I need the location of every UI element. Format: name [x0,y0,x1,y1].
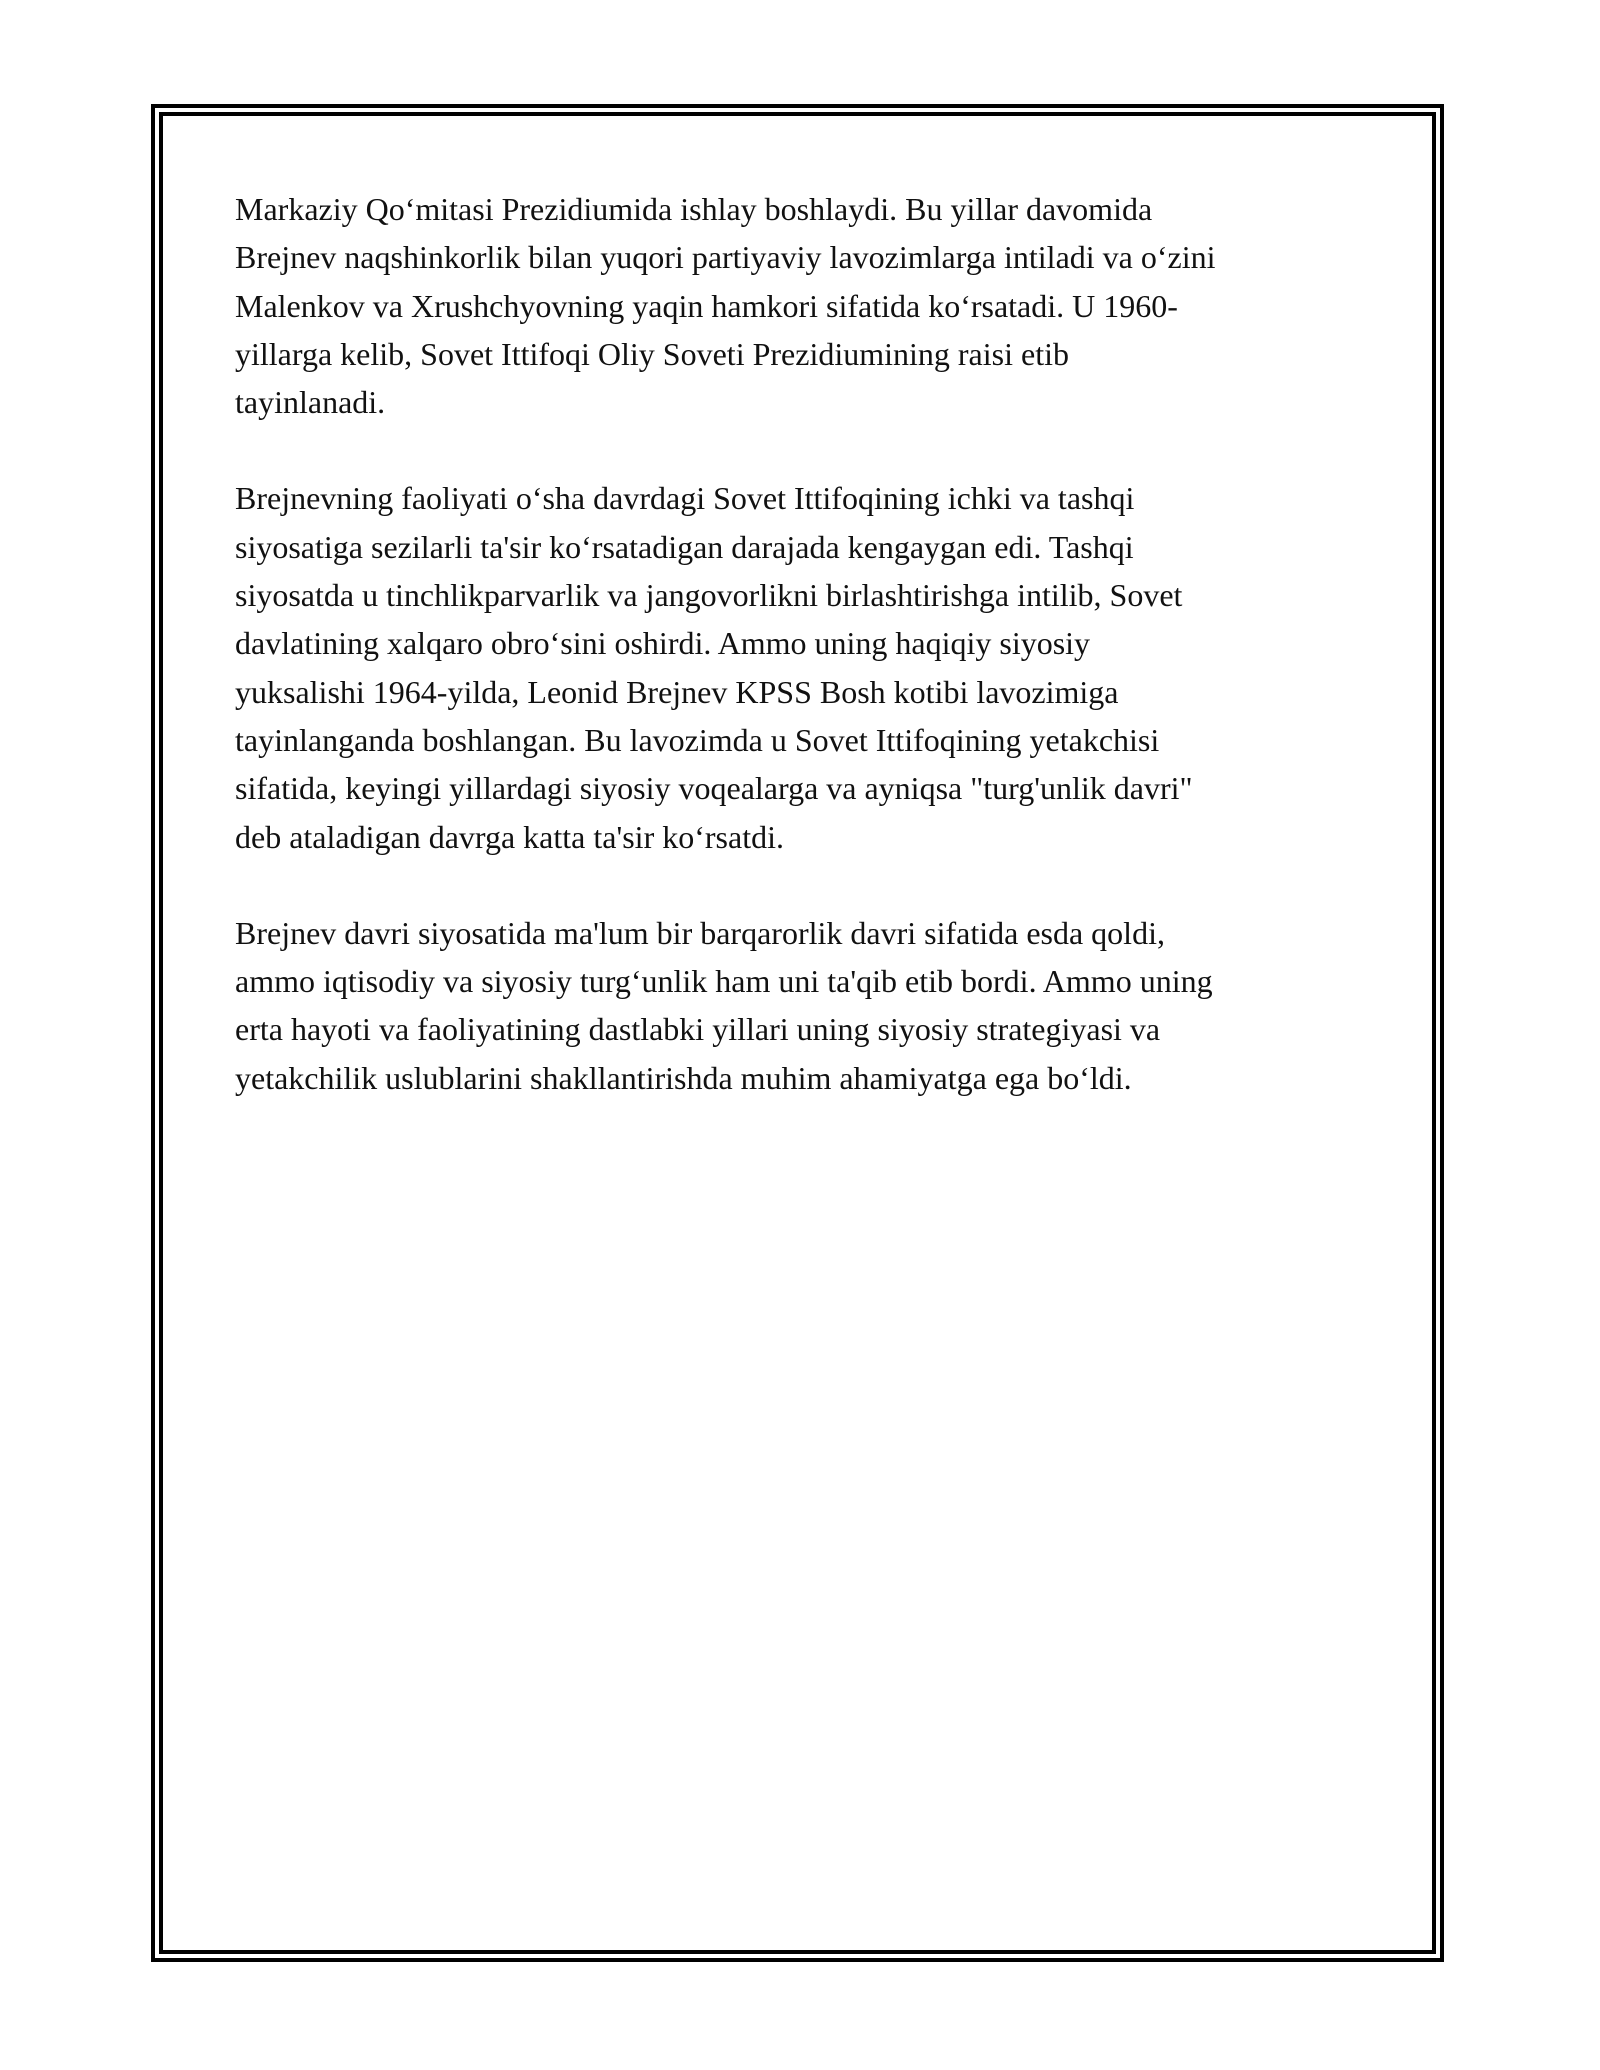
text-line: davlatining xalqaro obro‘sini oshirdi. Ammo uning haqiqiy siyosiy [235,625,1091,662]
paragraph-2 [235,474,1375,860]
document-body [235,185,1375,1150]
text-line: yillarga kelib, Sovet Ittifoqi Oliy Soveti Prezidiumining raisi etib [235,335,1069,372]
text-line: yetakchilik uslublarini shakllantirishda muhim ahamiyatga ega bo‘ldi. [235,1059,1132,1096]
text-line: tayinlanadi. [235,384,386,421]
paragraph-1 [235,185,1375,426]
text-line: erta hayoti va faoliyatining dastlabki yillari uning siyosiy strategiyasi va [235,1011,1161,1048]
text-line: deb ataladigan davrga katta ta'sir ko‘rsatdi. [235,818,784,855]
text-line: sifatida, keyingi yillardagi siyosiy voqealarga va ayniqsa "turg'unlik davri" [235,770,1193,807]
text-line: Brejnevning faoliyati o‘sha davrdagi Sovet Ittifoqining ichki va tashqi [235,480,1135,517]
text-line: Brejnev naqshinkorlik bilan yuqori partiyaviy lavozimlarga intiladi va o‘zini [235,239,1216,276]
text-line: ammo iqtisodiy va siyosiy turg‘unlik ham uni ta'qib etib bordi. Ammo uning [235,963,1213,1000]
text-line: Brejnev davri siyosatida ma'lum bir barqarorlik davri sifatida esda qoldi, [235,914,1165,951]
text-line: siyosatda u tinchlikparvarlik va jangovorlikni birlashtirishga intilib, Sovet [235,577,1183,614]
text-line: siyosatiga sezilarli ta'sir ko‘rsatadigan darajada kengaygan edi. Tashqi [235,528,1134,565]
text-line: Malenkov va Xrushchyovning yaqin hamkori sifatida ko‘rsatadi. U 1960- [235,287,1178,324]
text-line: yuksalishi 1964-yilda, Leonid Brejnev KPSS Bosh kotibi lavozimiga [235,673,1119,710]
text-line: tayinlanganda boshlangan. Bu lavozimda u Sovet Ittifoqining yetakchisi [235,721,1160,758]
paragraph-3 [235,909,1375,1102]
text-line: Markaziу Qo‘mitasi Prezidiumida ishlay boshlaydi. Bu yillar davomida [235,191,1153,227]
